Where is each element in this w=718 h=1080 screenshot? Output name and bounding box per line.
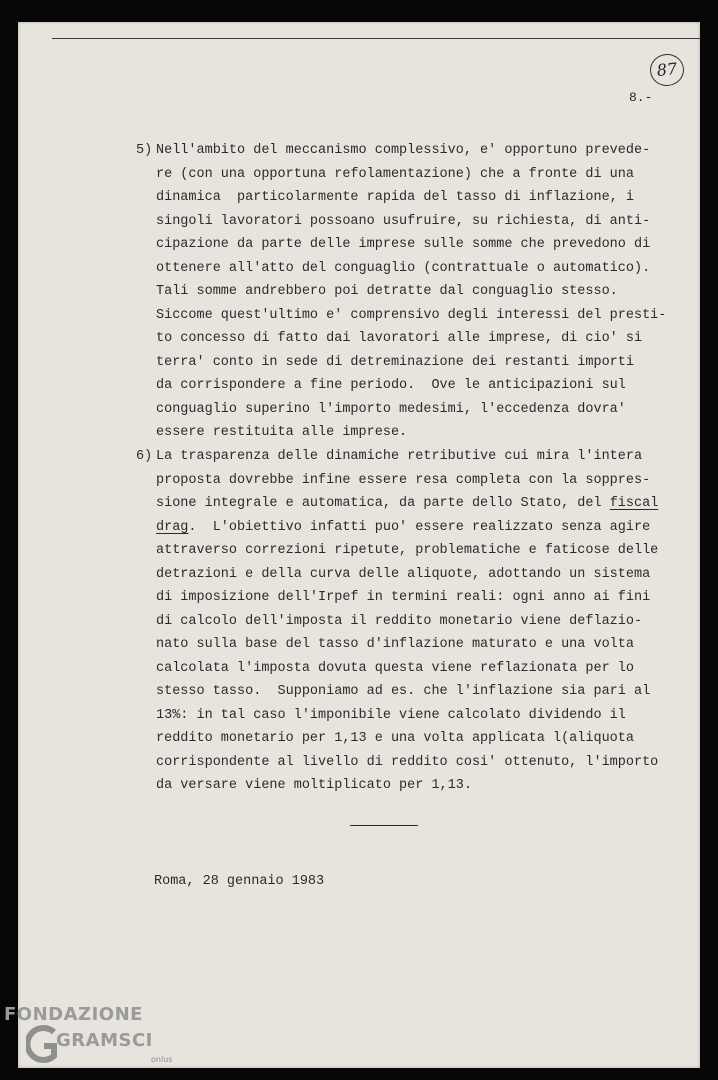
text-line: singoli lavoratori possoano usufruire, su richiesta, di anti-	[156, 213, 651, 229]
text-line: da corrispondere a fine periodo. Ove le anticipazioni sul	[156, 378, 626, 393]
text-line: da versare viene moltiplicato per 1,13.	[156, 778, 472, 793]
paragraph-5-text	[156, 139, 666, 445]
text-line: attraverso correzioni ripetute, problematiche e faticose delle	[156, 543, 659, 558]
paragraph-6-number: 6)	[136, 449, 153, 464]
text-line: corrispondente al livello di reddito cosi' ottenuto, l'importo	[156, 754, 659, 770]
watermark-line2: GRAMSCI	[56, 1030, 153, 1051]
text-line: detrazioni e della curva delle aliquote, adottando un sistema	[156, 566, 651, 582]
text-line: Tali somme andrebbero poi detratte dal conguaglio stesso.	[156, 284, 618, 299]
text-segment: sione integrale e automatica, da parte dello Stato, del	[156, 496, 610, 511]
text-line: cipazione da parte delle imprese sulle somme che prevedono di	[156, 237, 651, 252]
underlined-term: fiscal	[609, 496, 659, 511]
text-line: terra' conto in sede di detreminazione dei restanti importi	[156, 354, 634, 370]
text-line: conguaglio superino l'importo medesimi, l'eccedenza dovra'	[156, 401, 626, 417]
top-rule	[52, 38, 700, 39]
closing-rule	[350, 825, 418, 826]
paragraph-5-number: 5)	[136, 143, 153, 158]
text-line: essere restituita alle imprese.	[156, 425, 408, 440]
text-line: di imposizione dell'Irpef in termini reali: ogni anno ai fini	[156, 590, 651, 605]
page-stamp: 87	[648, 52, 685, 87]
text-line: proposta dovrebbe infine essere resa completa con la soppres-	[156, 472, 651, 488]
text-line: re (con una opportuna refolamentazione) che a fronte di una	[156, 166, 634, 182]
text-line: Siccome quest'ultimo e' comprensivo degli interessi del presti-	[156, 307, 667, 323]
text-line: 13%: in tal caso l'imponibile viene calcolato dividendo il	[156, 707, 626, 723]
text-line-with-underline	[156, 516, 658, 540]
page-number: 8.-	[629, 90, 653, 105]
text-line: calcolata l'imposta dovuta questa viene reflazionata per lo	[156, 660, 634, 676]
text-line: reddito monetario per 1,13 e una volta applicata l(aliquota	[156, 731, 634, 746]
text-line: La trasparenza delle dinamiche retributive cui mira l'intera	[156, 449, 643, 464]
text-line-with-underline	[156, 492, 658, 516]
text-line: stesso tasso. Supponiamo ad es. che l'inflazione sia pari al	[156, 684, 651, 699]
text-segment: . L'obiettivo infatti puo' essere realizzato senza agire	[188, 519, 651, 535]
text-line: nato sulla base del tasso d'inflazione maturato e una volta	[156, 637, 634, 652]
text-line: dinamica particolarmente rapida del tasso di inflazione, i	[156, 190, 634, 205]
document-page	[18, 22, 700, 1068]
fondazione-gramsci-watermark	[4, 1000, 194, 1076]
watermark-line1: FONDAZIONE	[4, 1004, 143, 1025]
paragraph-6-text	[156, 445, 658, 798]
gramsci-logo-icon	[26, 1022, 60, 1066]
underlined-term: drag	[156, 519, 189, 535]
watermark-line3: onlus	[151, 1055, 173, 1064]
text-line: Nell'ambito del meccanismo complessivo, e' opportuno prevede-	[156, 143, 651, 158]
signoff-date: Roma, 28 gennaio 1983	[154, 874, 325, 889]
text-line: di calcolo dell'imposta il reddito monetario viene deflazio-	[156, 613, 643, 629]
text-line: ottenere all'atto del conguaglio (contrattuale o automatico).	[156, 260, 651, 276]
text-line: to concesso di fatto dai lavoratori alle imprese, di cio' si	[156, 331, 643, 346]
